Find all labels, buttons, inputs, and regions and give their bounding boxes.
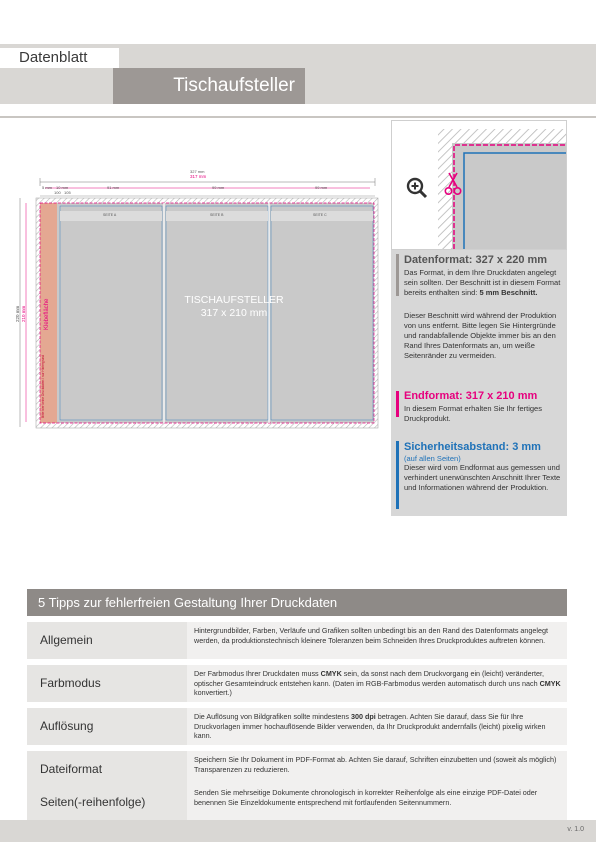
glue-area-label: Klebefläche [44, 298, 50, 330]
version-label: v. 1.0 [567, 826, 584, 833]
small-label-2: 105 [64, 190, 71, 195]
tip-text-bold: 300 dpi [351, 712, 376, 721]
total-width-label: 327 mm [190, 169, 205, 174]
tip-text-bold: CMYK [539, 678, 561, 688]
zoom-icon [406, 177, 428, 199]
tip-label: Farbmodus [27, 665, 187, 702]
datenformat-title: Datenformat: 327 x 220 mm [404, 254, 548, 266]
tip-text-part: Die Auflösung von Bildgrafiken sollte mindestens [194, 712, 352, 721]
tip-text [187, 708, 567, 745]
datenformat-marker [396, 254, 399, 296]
sicherheit-marker [396, 441, 399, 509]
datenformat-text [404, 268, 564, 298]
tip-text-part: betragen. Achten Sie darauf, dass Sie für Ihre Druckvorlagen immer hochauflösende Bilder verwenden, da Ihr Druckprodukt andernfalls (leicht) pixelig wirken kann. [194, 712, 546, 740]
tip-label: Dateiformat [27, 751, 187, 788]
tip-text: Hintergrundbilder, Farben, Verläufe und Grafiken sollten unbedingt bis an den Rand des Datenformats angelegt werden, da produktionstechnisch kleinere Toleranzen beim Schneiden Ihres Druckproduktes auftreten können. [187, 622, 567, 659]
header-divider [0, 116, 596, 118]
tip-text-part: sein, da sonst nach dem Druckvorgang ein (leicht) veränderter, optischer Gesamteindruck entstehen kann. (Daten im RGB-Farbmodus werden automatisch durch uns nach [194, 669, 544, 688]
sicherheit-subtitle: (auf allen Seiten) [404, 454, 461, 463]
tips-heading: 5 Tipps zur fehlerfreien Gestaltung Ihrer Druckdaten [27, 589, 567, 616]
sicherheit-text: Dieser wird vom Endformat aus gemessen und verhindert unerwünschten Anschnitt Ihrer Texte und Informationen während der Produktion. [404, 463, 561, 492]
tip-text [187, 665, 567, 702]
tip-label: Seiten(-reihenfolge) [27, 784, 187, 821]
center-title-line1: TISCHAUFSTELLER [184, 294, 284, 306]
tip-text-bold: CMYK [320, 669, 342, 678]
footer-band [0, 820, 596, 842]
final-width-label: 317 mm [190, 174, 207, 179]
beschnitt-text: Dieser Beschnitt wird während der Produktion von uns entfernt. Bitte legen Sie Hintergründe und randabfallende Objekte immer bis an den Rand Ihres Datenformats an, um weiße Seitenränder zu vermeiden. [404, 311, 557, 360]
endformat-title: Endformat: 317 x 210 mm [404, 390, 538, 402]
final-height-label: 210 mm [21, 305, 26, 322]
tip-label: Auflösung [27, 708, 187, 745]
format-diagram [14, 160, 386, 440]
small-label-1: 100 [54, 190, 61, 195]
scissors-icon [444, 171, 462, 197]
segment-label-a: 91 mm [107, 185, 120, 190]
tip-text: Speichern Sie Ihr Dokument im PDF-Format ab. Achten Sie darauf, Schriften einzubetten und (soweit als möglich) Transparenzen zu reduzieren. [187, 751, 567, 788]
side-label-c: SEITE C [313, 213, 327, 217]
tip-label: Allgemein [27, 622, 187, 659]
datenformat-text-body: Das Format, in dem Ihre Druckdaten angelegt sein sollten. Der Beschnitt ist in diesem Format bereits enthalten sind: [404, 268, 561, 297]
side-label-b: SEITE B [210, 213, 224, 217]
glue-area-note: Bitte hier keine Druckdaten / nur Hintergrund [41, 354, 45, 418]
sicherheit-title: Sicherheitsabstand: 3 mm [404, 441, 541, 453]
tip-row-farbmodus [27, 665, 567, 702]
page-title: Tischaufsteller [113, 68, 305, 104]
diagram-center-title [174, 294, 294, 320]
tip-row-dateiformat [27, 751, 567, 788]
side-label-a: SEITE A [103, 213, 117, 217]
endformat-marker [396, 391, 399, 417]
tip-row-allgemein [27, 622, 567, 659]
tip-text-part: konvertiert.) [194, 688, 232, 697]
center-title-line2: 317 x 210 mm [200, 307, 268, 319]
tip-text: Senden Sie mehrseitige Dokumente chronologisch in korrekter Reihenfolge als eine einzige PDF-Datei oder benennen Sie Einzeldokumente entsprechend mit fortlaufenden Seitennummern. [187, 784, 567, 821]
tip-row-seiten [27, 784, 567, 821]
segment-label-glue: 10 mm [56, 185, 69, 190]
endformat-text: In diesem Format erhalten Sie Ihr fertiges Druckprodukt. [404, 404, 542, 423]
tip-text-part: Der Farbmodus Ihrer Druckdaten muss [194, 669, 321, 678]
total-height-label: 220 mm [15, 305, 20, 322]
tip-row-aufloesung [27, 708, 567, 745]
datenformat-text-bold: 5 mm Beschnitt. [479, 288, 538, 297]
segment-label-b: 99 mm [212, 185, 225, 190]
datasheet-tab: Datenblatt [0, 48, 119, 68]
segment-label-bleed: 5 mm [42, 185, 52, 190]
segment-label-c: 99 mm [315, 185, 328, 190]
zoom-detail [391, 120, 567, 250]
